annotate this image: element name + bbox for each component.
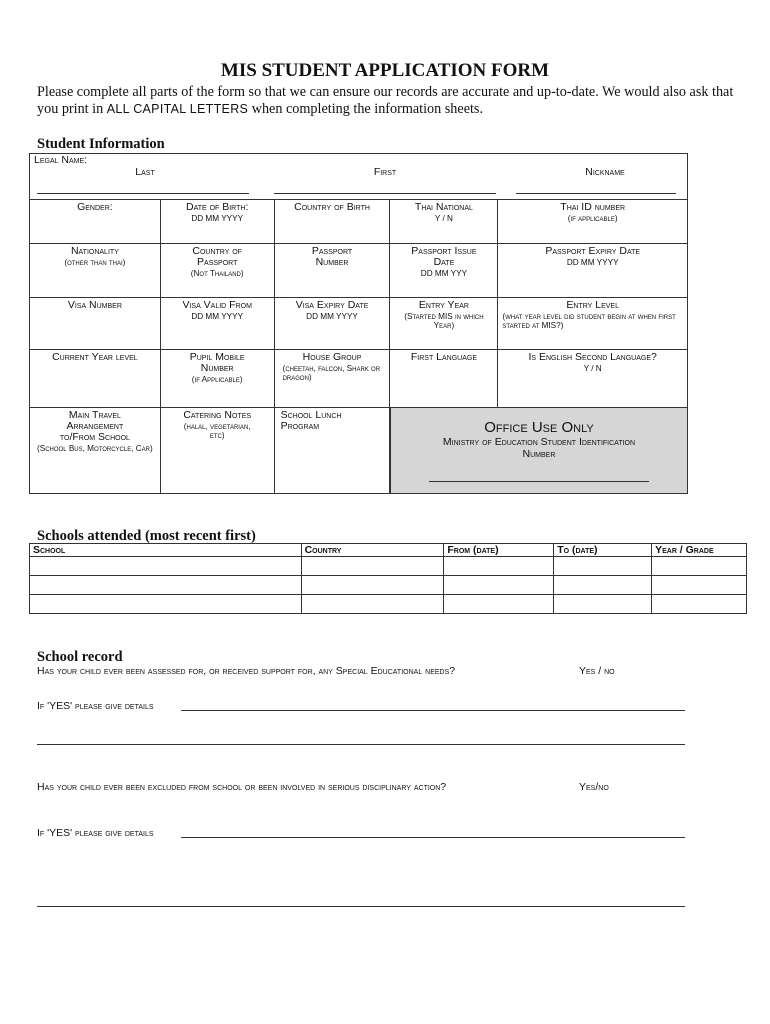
student-info-table xyxy=(29,199,688,494)
to-date-column-header: To (date) xyxy=(554,544,652,557)
table-row xyxy=(30,298,688,350)
to-date-cell[interactable] xyxy=(554,557,652,576)
country-cell[interactable] xyxy=(301,595,444,614)
from-date-column-header: From (date) xyxy=(444,544,554,557)
passport-issue-date-cell[interactable]: Passport Issue Date DD MM YYY xyxy=(390,244,498,298)
entry-year-cell[interactable]: Entry Year (Started MIS in which Year) xyxy=(390,298,498,350)
from-date-cell[interactable] xyxy=(444,557,554,576)
first-language-cell[interactable]: First Language xyxy=(390,350,498,408)
school-cell[interactable] xyxy=(30,595,302,614)
school-column-header: School xyxy=(30,544,302,557)
legal-name-row xyxy=(29,153,688,200)
thai-national-cell[interactable]: Thai National Y / N xyxy=(390,200,498,244)
first-name-field[interactable] xyxy=(274,192,496,194)
pupil-mobile-cell[interactable]: Pupil Mobile Number (if Applicable) xyxy=(160,350,274,408)
to-date-cell[interactable] xyxy=(554,576,652,595)
form-title: MIS STUDENT APPLICATION FORM xyxy=(220,60,550,81)
table-row xyxy=(30,244,688,298)
student-info-heading: Student Information xyxy=(37,136,165,152)
table-row xyxy=(30,576,747,595)
office-use-only-box xyxy=(390,408,688,494)
nationality-cell[interactable]: Nationality (other than thai) xyxy=(30,244,161,298)
exclusion-answer-options[interactable]: Yes/no xyxy=(579,781,609,793)
table-row xyxy=(30,557,747,576)
country-cell[interactable] xyxy=(301,576,444,595)
dob-cell[interactable]: Date of Birth: DD MM YYYY xyxy=(160,200,274,244)
first-name-label: First xyxy=(373,166,397,178)
table-row xyxy=(30,350,688,408)
country-cell[interactable] xyxy=(301,557,444,576)
entry-level-cell[interactable]: Entry Level (what year level did student begin at when first started at MIS?) xyxy=(498,298,688,350)
country-column-header: Country xyxy=(301,544,444,557)
sen-answer-options[interactable]: Yes / no xyxy=(579,665,615,677)
country-of-birth-cell[interactable]: Country of Birth xyxy=(274,200,390,244)
last-name-label: Last xyxy=(135,166,155,178)
school-cell[interactable] xyxy=(30,557,302,576)
visa-valid-from-cell[interactable]: Visa Valid From DD MM YYYY xyxy=(160,298,274,350)
passport-expiry-date-cell[interactable]: Passport Expiry Date DD MM YYYY xyxy=(498,244,688,298)
exclusion-details-field[interactable] xyxy=(181,836,685,838)
table-row xyxy=(30,408,688,494)
sen-details-field[interactable] xyxy=(181,709,685,711)
schools-table xyxy=(29,543,747,614)
to-date-cell[interactable] xyxy=(554,595,652,614)
from-date-cell[interactable] xyxy=(444,576,554,595)
catering-notes-cell[interactable]: Catering Notes (halal, vegetarian, etc) xyxy=(160,408,274,494)
sen-details-field-line2[interactable] xyxy=(37,743,685,745)
year-grade-column-header: Year / Grade xyxy=(652,544,747,557)
moe-id-field xyxy=(429,480,649,482)
exclusion-question: Has your child ever been excluded from school or been involved in serious disciplinary action? xyxy=(37,781,447,793)
nickname-field[interactable] xyxy=(516,192,676,194)
sen-details-label: If 'YES' please give details xyxy=(37,700,154,712)
legal-name-label: Legal Name: xyxy=(34,154,88,166)
exclusion-details-label: If 'YES' please give details xyxy=(37,827,154,839)
passport-number-cell[interactable]: Passport Number xyxy=(274,244,390,298)
exclusion-details-field-line2[interactable] xyxy=(37,905,685,907)
table-row xyxy=(30,200,688,244)
intro-part1: Please complete all parts of the form so that we can ensure our records are accurate and up-to-date. We would also ask that you print in xyxy=(37,84,734,117)
english-second-language-cell[interactable]: Is English Second Language? Y / N xyxy=(498,350,688,408)
intro-text xyxy=(37,84,737,118)
intro-caps: ALL CAPITAL LETTERS xyxy=(106,102,249,116)
school-cell[interactable] xyxy=(30,576,302,595)
travel-arrangement-cell[interactable]: Main Travel Arrangement to/From School (School Bus, Motorcycle, Car) xyxy=(30,408,161,494)
current-year-level-cell[interactable]: Current Year level xyxy=(30,350,161,408)
schools-header-row xyxy=(30,544,747,557)
visa-expiry-date-cell[interactable]: Visa Expiry Date DD MM YYYY xyxy=(274,298,390,350)
sen-question: Has your child ever been assessed for, or received support for, any Special Educational needs? xyxy=(37,665,456,677)
nickname-label: Nickname xyxy=(585,166,625,178)
schools-heading: Schools attended (most recent first) xyxy=(37,528,256,544)
school-record-heading: School record xyxy=(37,649,123,665)
year-grade-cell[interactable] xyxy=(652,557,747,576)
country-of-passport-cell[interactable]: Country of Passport (Not Thailand) xyxy=(160,244,274,298)
last-name-field[interactable] xyxy=(37,192,249,194)
year-grade-cell[interactable] xyxy=(652,576,747,595)
visa-number-cell[interactable]: Visa Number xyxy=(30,298,161,350)
house-group-cell[interactable]: House Group (cheetah, falcon, Shark or dragon) xyxy=(274,350,390,408)
intro-part2: when completing the information sheets. xyxy=(248,101,483,117)
office-use-title: Office Use Only xyxy=(484,419,594,436)
office-use-subtitle: Ministry of Education Student Identification Number xyxy=(442,436,636,460)
table-row xyxy=(30,595,747,614)
from-date-cell[interactable] xyxy=(444,595,554,614)
gender-cell[interactable]: Gender: xyxy=(30,200,161,244)
thai-id-cell[interactable]: Thai ID number (if applicable) xyxy=(498,200,688,244)
school-lunch-cell[interactable]: School Lunch Program xyxy=(274,408,390,494)
year-grade-cell[interactable] xyxy=(652,595,747,614)
